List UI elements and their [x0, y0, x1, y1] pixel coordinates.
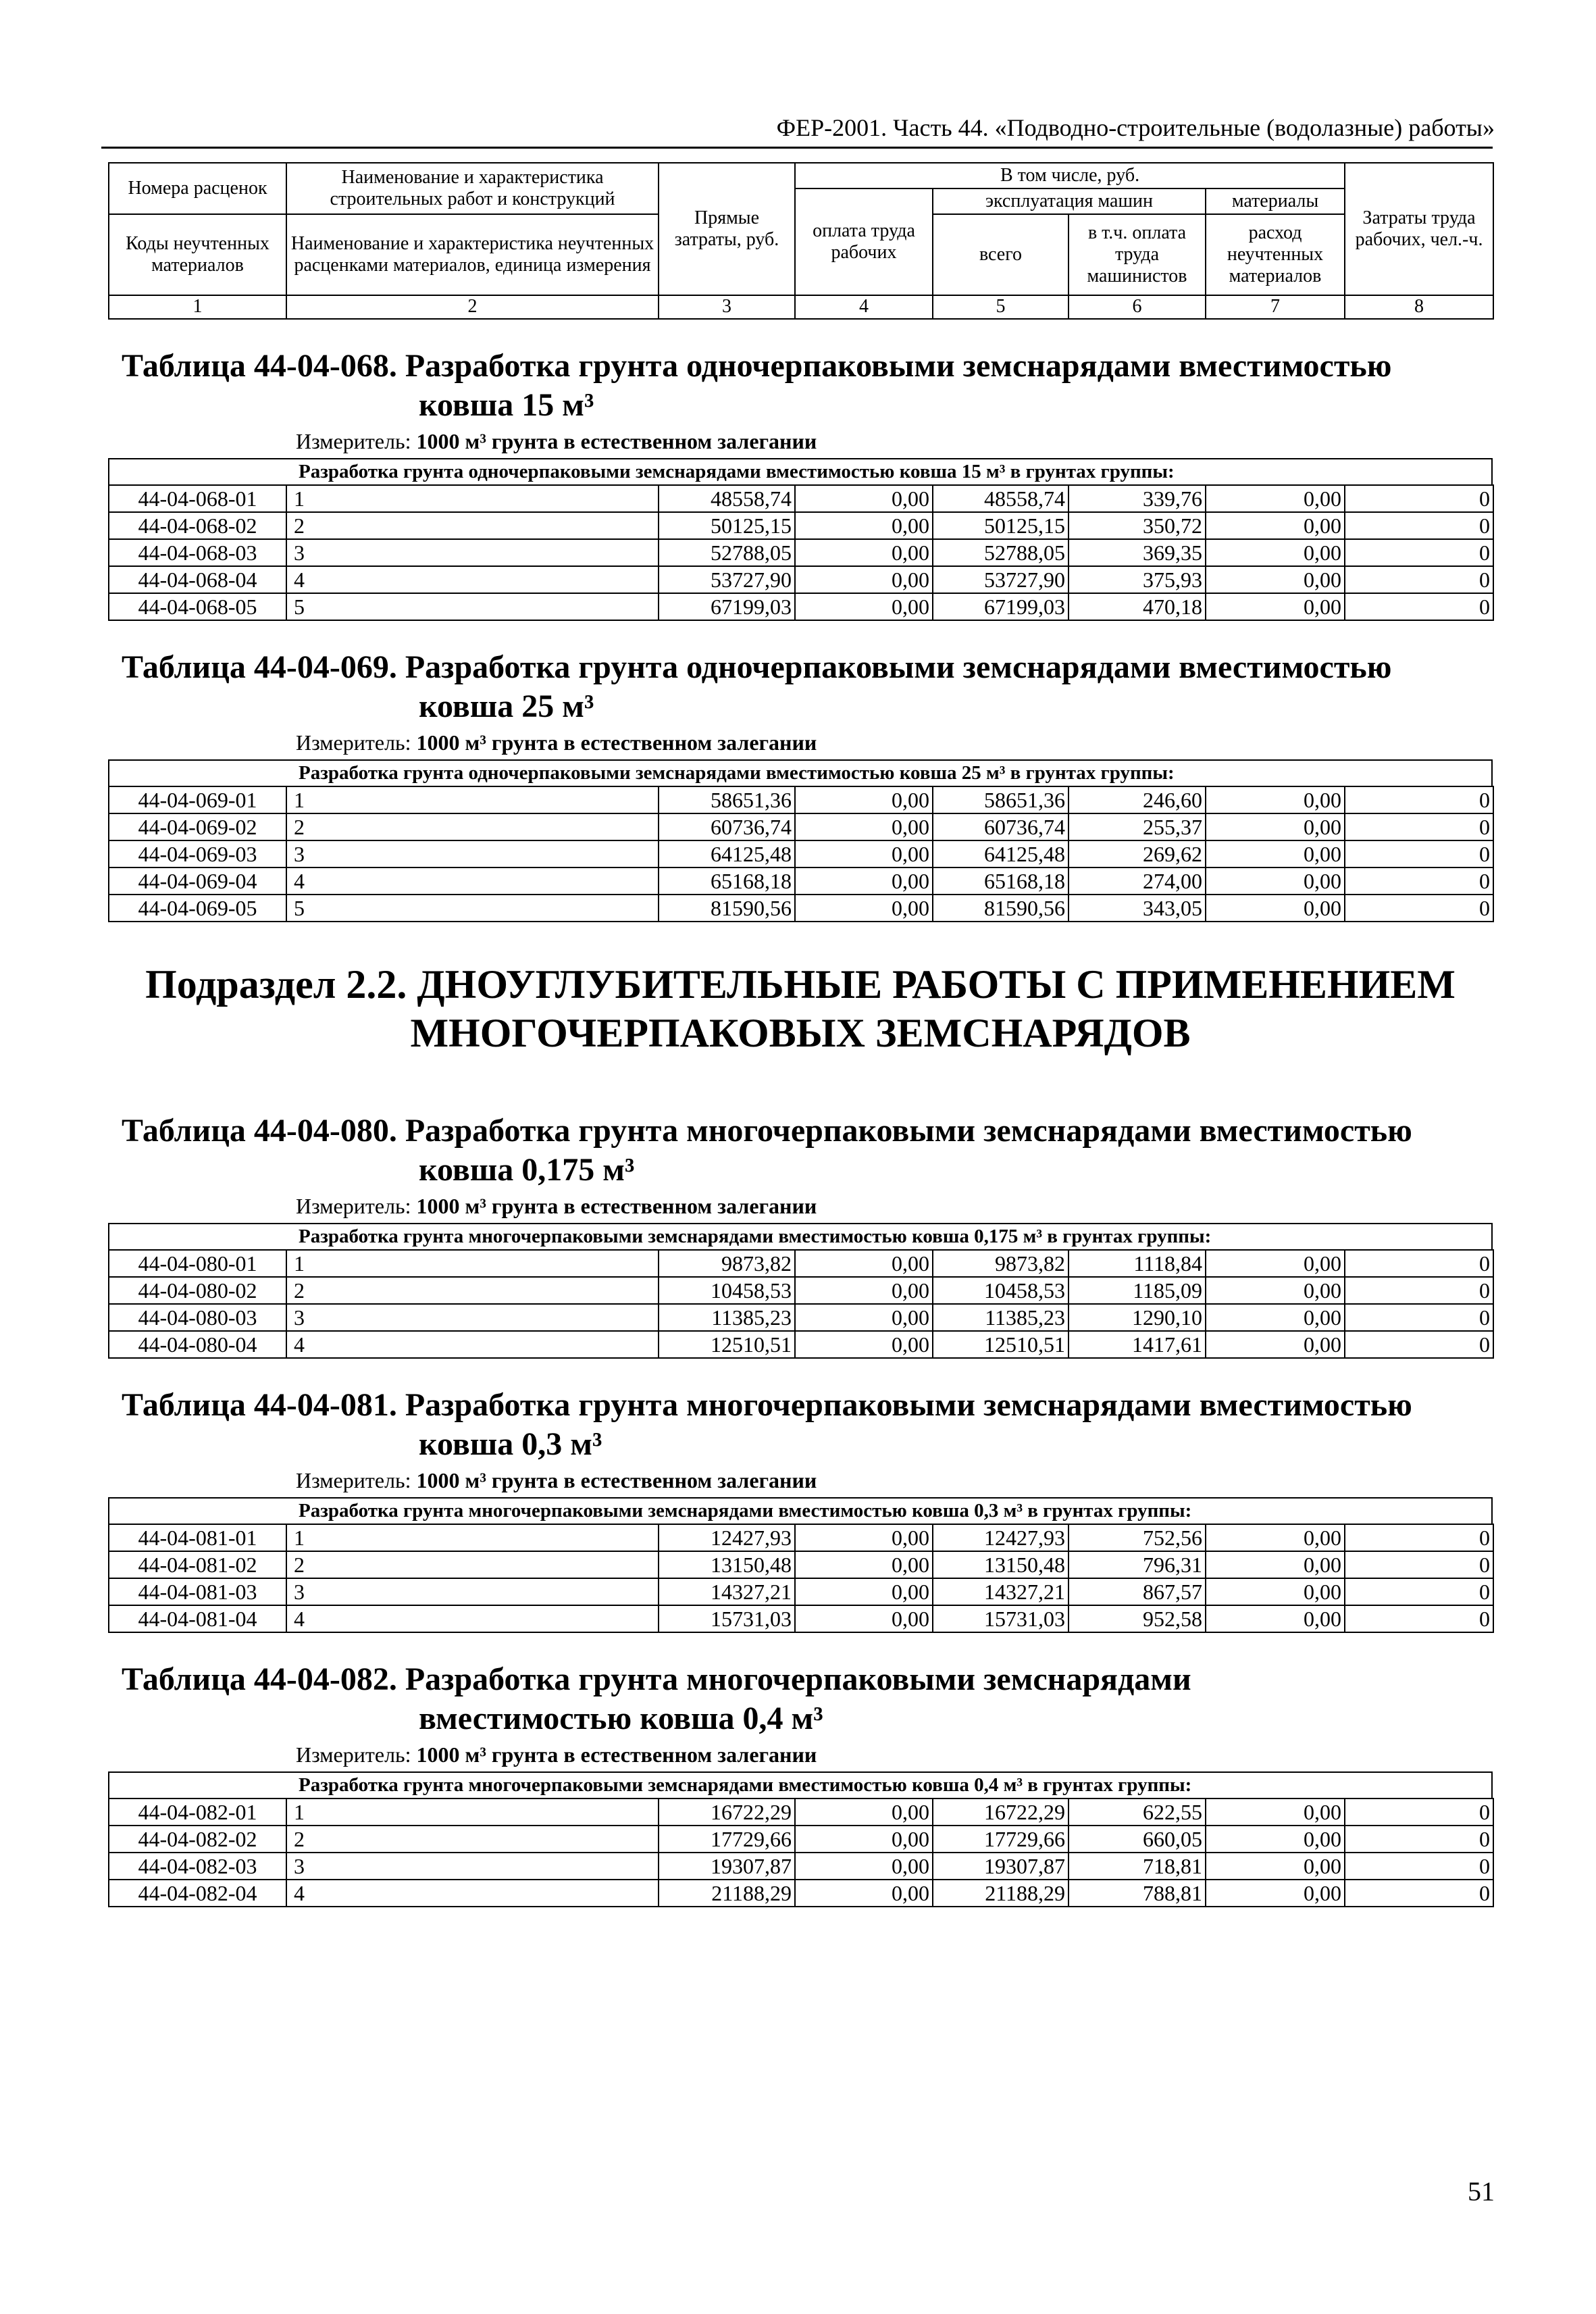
labor-costs-cell: 0 — [1345, 1524, 1493, 1551]
table-title — [122, 1386, 1493, 1464]
spacer — [108, 621, 1493, 648]
column-header-table — [108, 162, 1494, 320]
worker-pay-cell: 0,00 — [795, 512, 933, 539]
labor-costs-cell: 0 — [1345, 840, 1493, 867]
labor-costs-cell: 0 — [1345, 1250, 1493, 1277]
worker-pay-cell: 0,00 — [795, 1605, 933, 1632]
meter-value: 1000 м³ грунта в естественном залегании — [416, 428, 817, 453]
labor-costs-cell: 0 — [1345, 485, 1493, 512]
machines-total-cell: 11385,23 — [933, 1304, 1069, 1331]
operator-pay-cell: 867,57 — [1069, 1578, 1206, 1605]
direct-costs-cell: 12427,93 — [659, 1524, 795, 1551]
material-usage-cell: 0,00 — [1206, 1551, 1345, 1578]
table-row — [109, 1799, 1493, 1826]
material-usage-cell: 0,00 — [1206, 512, 1345, 539]
worker-pay-cell: 0,00 — [795, 1578, 933, 1605]
rate-code-cell: 44-04-081-01 — [109, 1524, 286, 1551]
table-row — [109, 867, 1493, 895]
material-usage-cell: 0,00 — [1206, 593, 1345, 620]
worker-pay-header: оплата труда рабочих — [795, 188, 933, 295]
table-row — [109, 1331, 1493, 1358]
worker-pay-cell: 0,00 — [795, 539, 933, 566]
worker-pay-cell: 0,00 — [795, 1277, 933, 1304]
machines-total-cell: 52788,05 — [933, 539, 1069, 566]
col1-bottom-header: Коды неучтенных материалов — [109, 214, 286, 295]
worker-pay-cell: 0,00 — [795, 1331, 933, 1358]
material-usage-cell: 0,00 — [1206, 1331, 1345, 1358]
direct-costs-cell: 53727,90 — [659, 566, 795, 593]
machines-total-cell: 12510,51 — [933, 1331, 1069, 1358]
material-usage-cell: 0,00 — [1206, 1578, 1345, 1605]
machines-total-cell: 17729,66 — [933, 1826, 1069, 1853]
worker-pay-cell: 0,00 — [795, 1853, 933, 1880]
table-row — [109, 1304, 1493, 1331]
column-number: 3 — [659, 295, 795, 318]
direct-costs-cell: 19307,87 — [659, 1853, 795, 1880]
rate-code-cell: 44-04-082-01 — [109, 1799, 286, 1826]
operator-pay-cell: 246,60 — [1069, 786, 1206, 813]
soil-group-cell: 2 — [286, 512, 659, 539]
direct-costs-cell: 12510,51 — [659, 1331, 795, 1358]
rate-code-cell: 44-04-082-03 — [109, 1853, 286, 1880]
worker-pay-cell: 0,00 — [795, 1304, 933, 1331]
operator-pay-cell: 796,31 — [1069, 1551, 1206, 1578]
column-number: 8 — [1345, 295, 1493, 318]
soil-group-cell: 1 — [286, 1799, 659, 1826]
machines-total-cell: 81590,56 — [933, 895, 1069, 922]
direct-costs-cell: 10458,53 — [659, 1277, 795, 1304]
operator-pay-cell: 375,93 — [1069, 566, 1206, 593]
worker-pay-cell: 0,00 — [795, 1250, 933, 1277]
soil-group-cell: 4 — [286, 1331, 659, 1358]
direct-costs-cell: 17729,66 — [659, 1826, 795, 1853]
material-usage-cell: 0,00 — [1206, 1853, 1345, 1880]
column-number: 6 — [1069, 295, 1206, 318]
machines-total-cell: 64125,48 — [933, 840, 1069, 867]
machines-total-cell: 9873,82 — [933, 1250, 1069, 1277]
direct-costs-cell: 67199,03 — [659, 593, 795, 620]
material-usage-cell: 0,00 — [1206, 867, 1345, 895]
worker-pay-cell: 0,00 — [795, 566, 933, 593]
labor-costs-cell: 0 — [1345, 566, 1493, 593]
rate-code-cell: 44-04-069-05 — [109, 895, 286, 922]
subsection-title-line2: МНОГОЧЕРПАКОВЫХ ЗЕМСНАРЯДОВ — [410, 1010, 1191, 1055]
spacer — [108, 1084, 1493, 1111]
machines-total-cell: 67199,03 — [933, 593, 1069, 620]
material-usage-cell: 0,00 — [1206, 539, 1345, 566]
operator-pay-cell: 952,58 — [1069, 1605, 1206, 1632]
document-body — [108, 162, 1493, 1907]
table-meter — [296, 730, 1493, 755]
material-usage-cell: 0,00 — [1206, 813, 1345, 840]
table-group-line: Разработка грунта одночерпаковыми земснарядами вместимостью ковша 25 м³ в грунтах группы: — [108, 759, 1493, 786]
labor-costs-cell: 0 — [1345, 1304, 1493, 1331]
table-meter — [296, 1194, 1493, 1219]
material-usage-cell: 0,00 — [1206, 1277, 1345, 1304]
col2-bottom-header: Наименование и характеристика неучтенных расценками материалов, единица измерения — [286, 214, 659, 295]
operator-pay-cell: 470,18 — [1069, 593, 1206, 620]
machines-total-cell: 16722,29 — [933, 1799, 1069, 1826]
table-title — [122, 1660, 1493, 1738]
page-header: ФЕР-2001. Часть 44. «Подводно-строительные (водолазные) работы» — [776, 114, 1495, 141]
tables-section-b — [108, 1084, 1493, 1907]
labor-costs-cell: 0 — [1345, 593, 1493, 620]
machines-total-cell: 58651,36 — [933, 786, 1069, 813]
rate-code-cell: 44-04-081-02 — [109, 1551, 286, 1578]
direct-costs-cell: 14327,21 — [659, 1578, 795, 1605]
worker-pay-cell: 0,00 — [795, 1799, 933, 1826]
direct-costs-cell: 13150,48 — [659, 1551, 795, 1578]
material-usage-cell: 0,00 — [1206, 895, 1345, 922]
materials-header: материалы — [1206, 188, 1345, 214]
labor-costs-cell: 0 — [1345, 786, 1493, 813]
labor-costs-cell: 0 — [1345, 1853, 1493, 1880]
worker-pay-cell: 0,00 — [795, 840, 933, 867]
labor-costs-cell: 0 — [1345, 867, 1493, 895]
table-title-line1: Таблица 44-04-080. Разработка грунта многочерпаковыми земснарядами вместимостью — [122, 1112, 1412, 1149]
rate-code-cell: 44-04-068-02 — [109, 512, 286, 539]
operator-pay-cell: 350,72 — [1069, 512, 1206, 539]
machines-total-cell: 13150,48 — [933, 1551, 1069, 1578]
meter-label: Измеритель: — [296, 1193, 411, 1218]
rate-code-cell: 44-04-068-03 — [109, 539, 286, 566]
material-usage-cell: 0,00 — [1206, 840, 1345, 867]
machines-total-cell: 15731,03 — [933, 1605, 1069, 1632]
soil-group-cell: 2 — [286, 1277, 659, 1304]
operator-pay-cell: 660,05 — [1069, 1826, 1206, 1853]
machines-total-cell: 48558,74 — [933, 485, 1069, 512]
rate-code-cell: 44-04-068-05 — [109, 593, 286, 620]
material-usage-cell: 0,00 — [1206, 1605, 1345, 1632]
worker-pay-cell: 0,00 — [795, 895, 933, 922]
operator-pay-cell: 269,62 — [1069, 840, 1206, 867]
material-usage-header: расход неучтенных материалов — [1206, 214, 1345, 295]
meter-label: Измеритель: — [296, 1467, 411, 1492]
soil-group-cell: 3 — [286, 1578, 659, 1605]
table-title-line2: ковша 0,175 м³ — [419, 1151, 635, 1188]
material-usage-cell: 0,00 — [1206, 1250, 1345, 1277]
worker-pay-cell: 0,00 — [795, 1524, 933, 1551]
meter-label: Измеритель: — [296, 730, 411, 755]
column-number: 5 — [933, 295, 1069, 318]
table-title-line2: вместимостью ковша 0,4 м³ — [419, 1700, 823, 1736]
material-usage-cell: 0,00 — [1206, 1524, 1345, 1551]
direct-costs-cell: 65168,18 — [659, 867, 795, 895]
table-row — [109, 539, 1493, 566]
labor-costs-cell: 0 — [1345, 1799, 1493, 1826]
meter-label: Измеритель: — [296, 1742, 411, 1767]
table-title-line2: ковша 0,3 м³ — [419, 1426, 602, 1462]
rate-code-cell: 44-04-069-04 — [109, 867, 286, 895]
rate-code-cell: 44-04-069-02 — [109, 813, 286, 840]
soil-group-cell: 1 — [286, 1250, 659, 1277]
material-usage-cell: 0,00 — [1206, 485, 1345, 512]
rate-table — [108, 621, 1493, 922]
operator-pay-cell: 1185,09 — [1069, 1277, 1206, 1304]
subsection-heading — [108, 960, 1493, 1057]
rate-rows — [108, 1249, 1494, 1359]
labor-costs-cell: 0 — [1345, 895, 1493, 922]
worker-pay-cell: 0,00 — [795, 867, 933, 895]
material-usage-cell: 0,00 — [1206, 1799, 1345, 1826]
page-number: 51 — [1468, 2176, 1495, 2207]
table-meter — [296, 1742, 1493, 1767]
labor-costs-cell: 0 — [1345, 1605, 1493, 1632]
soil-group-cell: 4 — [286, 867, 659, 895]
labor-costs-cell: 0 — [1345, 1578, 1493, 1605]
spacer — [108, 1633, 1493, 1660]
labor-costs-cell: 0 — [1345, 1551, 1493, 1578]
table-group-line: Разработка грунта одночерпаковыми земснарядами вместимостью ковша 15 м³ в грунтах группы: — [108, 458, 1493, 484]
operator-pay-cell: 274,00 — [1069, 867, 1206, 895]
worker-pay-cell: 0,00 — [795, 485, 933, 512]
labor-costs-cell: 0 — [1345, 1331, 1493, 1358]
table-row — [109, 1605, 1493, 1632]
table-group-line: Разработка грунта многочерпаковыми земснарядами вместимостью ковша 0,175 м³ в грунтах группы: — [108, 1223, 1493, 1249]
machines-total-cell: 10458,53 — [933, 1277, 1069, 1304]
meter-value: 1000 м³ грунта в естественном залегании — [416, 1467, 817, 1492]
rate-code-cell: 44-04-080-03 — [109, 1304, 286, 1331]
worker-pay-cell: 0,00 — [795, 593, 933, 620]
labor-costs-cell: 0 — [1345, 512, 1493, 539]
table-row — [109, 1826, 1493, 1853]
rate-code-cell: 44-04-068-01 — [109, 485, 286, 512]
machines-header: эксплуатация машин — [933, 188, 1206, 214]
subsection-title-line1: Подраздел 2.2. ДНОУГЛУБИТЕЛЬНЫЕ РАБОТЫ С ПРИМЕНЕНИЕМ — [145, 961, 1456, 1007]
machines-total-cell: 12427,93 — [933, 1524, 1069, 1551]
table-row — [109, 593, 1493, 620]
rate-rows — [108, 1524, 1494, 1633]
spacer — [108, 1359, 1493, 1386]
material-usage-cell: 0,00 — [1206, 786, 1345, 813]
operator-pay-header: в т.ч. оплата труда машинистов — [1069, 214, 1206, 295]
meter-value: 1000 м³ грунта в естественном залегании — [416, 730, 817, 755]
rate-rows — [108, 786, 1494, 922]
table-title — [122, 648, 1493, 726]
machines-total-header: всего — [933, 214, 1069, 295]
header-rule — [101, 147, 1493, 149]
rate-table — [108, 1359, 1493, 1633]
tables-section-a — [108, 320, 1493, 922]
rate-code-cell: 44-04-080-01 — [109, 1250, 286, 1277]
rate-code-cell: 44-04-081-03 — [109, 1578, 286, 1605]
table-group-line: Разработка грунта многочерпаковыми земснарядами вместимостью ковша 0,4 м³ в грунтах группы: — [108, 1771, 1493, 1798]
rate-code-cell: 44-04-082-02 — [109, 1826, 286, 1853]
column-numbers-row — [109, 295, 1493, 318]
soil-group-cell: 3 — [286, 539, 659, 566]
direct-costs-cell: 50125,15 — [659, 512, 795, 539]
labor-costs-cell: 0 — [1345, 813, 1493, 840]
soil-group-cell: 5 — [286, 593, 659, 620]
rate-code-cell: 44-04-069-01 — [109, 786, 286, 813]
operator-pay-cell: 1290,10 — [1069, 1304, 1206, 1331]
direct-costs-cell: 21188,29 — [659, 1880, 795, 1907]
soil-group-cell: 3 — [286, 1304, 659, 1331]
in-that-number-header: В том числе, руб. — [795, 163, 1345, 188]
column-number: 2 — [286, 295, 659, 318]
table-meter — [296, 429, 1493, 454]
soil-group-cell: 4 — [286, 566, 659, 593]
machines-total-cell: 60736,74 — [933, 813, 1069, 840]
direct-costs-cell: 52788,05 — [659, 539, 795, 566]
worker-pay-cell: 0,00 — [795, 813, 933, 840]
column-number: 1 — [109, 295, 286, 318]
direct-costs-cell: 81590,56 — [659, 895, 795, 922]
soil-group-cell: 4 — [286, 1880, 659, 1907]
meter-value: 1000 м³ грунта в естественном залегании — [416, 1193, 817, 1218]
soil-group-cell: 1 — [286, 786, 659, 813]
operator-pay-cell: 1118,84 — [1069, 1250, 1206, 1277]
direct-costs-cell: 15731,03 — [659, 1605, 795, 1632]
table-row — [109, 1551, 1493, 1578]
table-title-line1: Таблица 44-04-081. Разработка грунта многочерпаковыми земснарядами вместимостью — [122, 1386, 1412, 1423]
rate-code-cell: 44-04-069-03 — [109, 840, 286, 867]
col2-top-header: Наименование и характеристика строительных работ и конструкций — [286, 163, 659, 214]
operator-pay-cell: 1417,61 — [1069, 1331, 1206, 1358]
machines-total-cell: 14327,21 — [933, 1578, 1069, 1605]
table-row — [109, 485, 1493, 512]
rate-table — [108, 1084, 1493, 1359]
table-title-line1: Таблица 44-04-068. Разработка грунта одночерпаковыми земснарядами вместимостью — [122, 347, 1392, 384]
table-row — [109, 840, 1493, 867]
rate-rows — [108, 484, 1494, 621]
labor-costs-header: Затраты труда рабочих, чел.-ч. — [1345, 163, 1493, 295]
direct-costs-cell: 9873,82 — [659, 1250, 795, 1277]
soil-group-cell: 3 — [286, 1853, 659, 1880]
column-number: 7 — [1206, 295, 1345, 318]
direct-costs-cell: 60736,74 — [659, 813, 795, 840]
rate-code-cell: 44-04-068-04 — [109, 566, 286, 593]
operator-pay-cell: 343,05 — [1069, 895, 1206, 922]
table-row — [109, 1853, 1493, 1880]
worker-pay-cell: 0,00 — [795, 786, 933, 813]
soil-group-cell: 2 — [286, 813, 659, 840]
soil-group-cell: 3 — [286, 840, 659, 867]
table-row — [109, 786, 1493, 813]
table-group-line: Разработка грунта многочерпаковыми земснарядами вместимостью ковша 0,3 м³ в грунтах группы: — [108, 1497, 1493, 1524]
direct-costs-cell: 58651,36 — [659, 786, 795, 813]
operator-pay-cell: 339,76 — [1069, 485, 1206, 512]
rate-table — [108, 1633, 1493, 1907]
table-row — [109, 512, 1493, 539]
labor-costs-cell: 0 — [1345, 1277, 1493, 1304]
machines-total-cell: 50125,15 — [933, 512, 1069, 539]
soil-group-cell: 5 — [286, 895, 659, 922]
table-title — [122, 347, 1493, 425]
rate-code-cell: 44-04-081-04 — [109, 1605, 286, 1632]
rate-code-cell: 44-04-080-04 — [109, 1331, 286, 1358]
material-usage-cell: 0,00 — [1206, 566, 1345, 593]
table-row — [109, 1578, 1493, 1605]
labor-costs-cell: 0 — [1345, 539, 1493, 566]
direct-costs-cell: 16722,29 — [659, 1799, 795, 1826]
table-title-line1: Таблица 44-04-069. Разработка грунта одночерпаковыми земснарядами вместимостью — [122, 649, 1392, 685]
operator-pay-cell: 752,56 — [1069, 1524, 1206, 1551]
table-row — [109, 1250, 1493, 1277]
table-meter — [296, 1468, 1493, 1493]
worker-pay-cell: 0,00 — [795, 1880, 933, 1907]
operator-pay-cell: 255,37 — [1069, 813, 1206, 840]
direct-costs-cell: 64125,48 — [659, 840, 795, 867]
machines-total-cell: 21188,29 — [933, 1880, 1069, 1907]
operator-pay-cell: 622,55 — [1069, 1799, 1206, 1826]
meter-label: Измеритель: — [296, 428, 411, 453]
table-row — [109, 895, 1493, 922]
machines-total-cell: 19307,87 — [933, 1853, 1069, 1880]
rate-table — [108, 320, 1493, 621]
machines-total-cell: 65168,18 — [933, 867, 1069, 895]
worker-pay-cell: 0,00 — [795, 1551, 933, 1578]
material-usage-cell: 0,00 — [1206, 1304, 1345, 1331]
direct-costs-header: Прямые затраты, руб. — [659, 163, 795, 295]
material-usage-cell: 0,00 — [1206, 1880, 1345, 1907]
soil-group-cell: 2 — [286, 1826, 659, 1853]
meter-value: 1000 м³ грунта в естественном залегании — [416, 1742, 817, 1767]
table-row — [109, 1880, 1493, 1907]
rate-code-cell: 44-04-082-04 — [109, 1880, 286, 1907]
spacer — [108, 320, 1493, 347]
table-row — [109, 1277, 1493, 1304]
table-title-line2: ковша 15 м³ — [419, 386, 594, 423]
machines-total-cell: 53727,90 — [933, 566, 1069, 593]
direct-costs-cell: 11385,23 — [659, 1304, 795, 1331]
table-row — [109, 813, 1493, 840]
labor-costs-cell: 0 — [1345, 1880, 1493, 1907]
table-title — [122, 1111, 1493, 1190]
operator-pay-cell: 718,81 — [1069, 1853, 1206, 1880]
material-usage-cell: 0,00 — [1206, 1826, 1345, 1853]
direct-costs-cell: 48558,74 — [659, 485, 795, 512]
operator-pay-cell: 788,81 — [1069, 1880, 1206, 1907]
table-row — [109, 566, 1493, 593]
table-title-line1: Таблица 44-04-082. Разработка грунта многочерпаковыми земснарядами — [122, 1661, 1191, 1697]
soil-group-cell: 4 — [286, 1605, 659, 1632]
worker-pay-cell: 0,00 — [795, 1826, 933, 1853]
column-number: 4 — [795, 295, 933, 318]
rate-rows — [108, 1798, 1494, 1907]
table-row — [109, 1524, 1493, 1551]
labor-costs-cell: 0 — [1345, 1826, 1493, 1853]
soil-group-cell: 2 — [286, 1551, 659, 1578]
rate-code-cell: 44-04-080-02 — [109, 1277, 286, 1304]
soil-group-cell: 1 — [286, 485, 659, 512]
operator-pay-cell: 369,35 — [1069, 539, 1206, 566]
table-title-line2: ковша 25 м³ — [419, 688, 594, 724]
col1-top-header: Номера расценок — [109, 163, 286, 214]
soil-group-cell: 1 — [286, 1524, 659, 1551]
